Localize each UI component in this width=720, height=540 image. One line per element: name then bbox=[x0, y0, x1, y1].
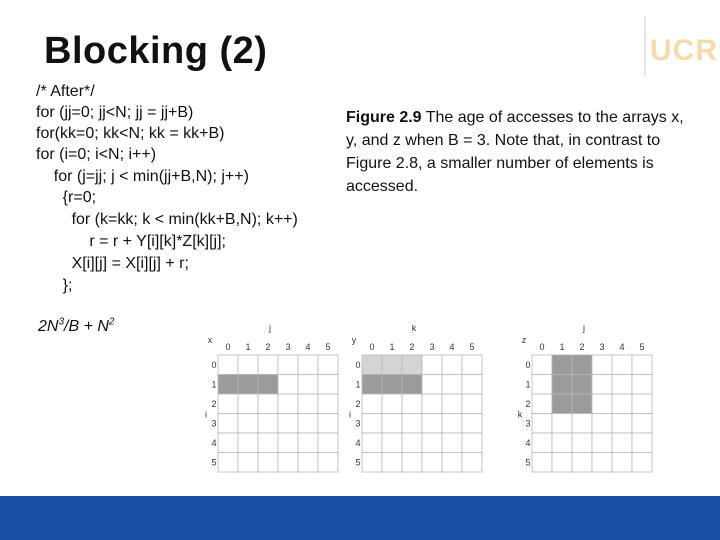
figure-label: Figure 2.9 bbox=[346, 109, 422, 126]
grid-cell bbox=[238, 414, 258, 434]
grid-cell bbox=[318, 394, 338, 414]
grid-cell bbox=[238, 433, 258, 453]
grid-cell bbox=[318, 375, 338, 395]
grid-cell bbox=[298, 375, 318, 395]
footer-bar bbox=[0, 496, 720, 540]
grid-col-tick: 5 bbox=[325, 342, 331, 352]
grid-cell bbox=[572, 433, 592, 453]
grid-cell bbox=[278, 394, 298, 414]
grid-row-tick: 2 bbox=[211, 398, 217, 409]
formula-exponent: 3 bbox=[58, 316, 65, 328]
grid-cell bbox=[402, 453, 422, 473]
grid-col-tick: 1 bbox=[245, 342, 251, 352]
grid-cell bbox=[218, 414, 238, 434]
grid-cell bbox=[612, 375, 632, 395]
grid-cell bbox=[442, 414, 462, 434]
grid-row-tick: 1 bbox=[211, 379, 217, 390]
grid-cell bbox=[442, 394, 462, 414]
slide-title: Blocking (2) bbox=[44, 30, 268, 72]
grid-cell bbox=[382, 355, 402, 375]
grid-cell bbox=[318, 414, 338, 434]
grid-cell bbox=[258, 433, 278, 453]
grid-cell bbox=[572, 375, 592, 395]
grid-cell bbox=[318, 355, 338, 375]
grid-cell bbox=[592, 394, 612, 414]
grid-cell bbox=[572, 394, 592, 414]
code-line: {r=0; bbox=[36, 189, 97, 206]
grid-col-tick: 5 bbox=[469, 342, 475, 352]
grid-array-label: z bbox=[521, 335, 527, 345]
grid-cell bbox=[612, 453, 632, 473]
grid-cell bbox=[422, 375, 442, 395]
grid-cell bbox=[402, 394, 422, 414]
grid-cell bbox=[402, 355, 422, 375]
grid-cell bbox=[552, 355, 572, 375]
code-line: for(kk=0; kk<N; kk = kk+B) bbox=[36, 125, 225, 142]
grid-cell bbox=[592, 414, 612, 434]
grid-cell bbox=[462, 375, 482, 395]
grid-cell bbox=[422, 453, 442, 473]
grid-cell bbox=[402, 433, 422, 453]
formula-exponent: 2 bbox=[108, 316, 115, 328]
grid-cell bbox=[592, 453, 612, 473]
grid-cell bbox=[238, 394, 258, 414]
grid-cell bbox=[218, 453, 238, 473]
grid-cell bbox=[298, 453, 318, 473]
grid-cell bbox=[442, 355, 462, 375]
grid-row-tick: 2 bbox=[525, 398, 531, 409]
grid-cell bbox=[238, 375, 258, 395]
grid-col-tick: 2 bbox=[579, 342, 585, 352]
grid-cell bbox=[532, 394, 552, 414]
grid-cell bbox=[552, 414, 572, 434]
grid-row-tick: 2 bbox=[355, 398, 361, 409]
grid-cell bbox=[362, 453, 382, 473]
grid-cell bbox=[552, 375, 572, 395]
grid-cell bbox=[442, 453, 462, 473]
code-line: r = r + Y[i][k]*Z[k][j]; bbox=[36, 233, 226, 250]
grid-cell bbox=[362, 433, 382, 453]
figure-text: The age of accesses to the arrays x, y, and z when B = 3. Note that, in contrast to Figure 2.8, a smaller number of elements is accessed. bbox=[346, 109, 684, 195]
grid-row-tick: 0 bbox=[355, 359, 361, 370]
grid-cell bbox=[632, 414, 652, 434]
grid-cell bbox=[612, 394, 632, 414]
grid-cell bbox=[462, 394, 482, 414]
grid-row-tick: 4 bbox=[525, 437, 531, 448]
grid-cell bbox=[592, 375, 612, 395]
grid-cell bbox=[462, 355, 482, 375]
grid-row-tick: 1 bbox=[525, 379, 531, 390]
code-line: X[i][j] = X[i][j] + r; bbox=[36, 255, 189, 272]
grid-cell bbox=[632, 394, 652, 414]
grid-col-tick: 4 bbox=[449, 342, 455, 352]
code-line: for (j=jj; j < min(jj+B,N); j++) bbox=[36, 168, 249, 185]
grid-col-tick: 0 bbox=[369, 342, 375, 352]
grid-cell bbox=[422, 355, 442, 375]
grid-cell bbox=[362, 394, 382, 414]
grid-cell bbox=[572, 355, 592, 375]
grid-row-index-label: i bbox=[349, 409, 351, 420]
grid-col-tick: 3 bbox=[285, 342, 291, 352]
grid-col-tick: 2 bbox=[265, 342, 271, 352]
grid-cell bbox=[298, 414, 318, 434]
ucr-logo: UCR bbox=[650, 34, 718, 67]
grid-row-tick: 3 bbox=[355, 418, 361, 429]
grid-col-index-label: j bbox=[269, 323, 271, 333]
grid-cell bbox=[442, 433, 462, 453]
grid-cell bbox=[318, 433, 338, 453]
grid-col-tick: 4 bbox=[619, 342, 625, 352]
grid-cell bbox=[632, 375, 652, 395]
grid-cell bbox=[238, 453, 258, 473]
grid-cell bbox=[592, 433, 612, 453]
grid-row-index-label: k bbox=[517, 409, 523, 420]
grid-cell bbox=[462, 433, 482, 453]
grid-cell bbox=[592, 355, 612, 375]
grid-cell bbox=[382, 375, 402, 395]
grid-cell bbox=[258, 394, 278, 414]
grid-cell bbox=[278, 414, 298, 434]
code-line: }; bbox=[36, 277, 73, 294]
grid-cell bbox=[422, 394, 442, 414]
grid-cell bbox=[552, 453, 572, 473]
grid-col-index-label: j bbox=[583, 323, 585, 333]
grid-cell bbox=[258, 375, 278, 395]
grid-cell bbox=[442, 375, 462, 395]
grid-cell bbox=[218, 394, 238, 414]
grid-cell bbox=[422, 433, 442, 453]
grid-col-tick: 1 bbox=[559, 342, 565, 352]
grid-array-label: y bbox=[351, 335, 357, 345]
grid-cell bbox=[532, 414, 552, 434]
grid-row-tick: 4 bbox=[355, 437, 361, 448]
grid-col-tick: 0 bbox=[225, 342, 231, 352]
grid-col-tick: 3 bbox=[429, 342, 435, 352]
grid-col-tick: 1 bbox=[389, 342, 395, 352]
grid-cell bbox=[422, 414, 442, 434]
grid-row-tick: 5 bbox=[355, 457, 361, 468]
grid-cell bbox=[632, 453, 652, 473]
grid-col-tick: 2 bbox=[409, 342, 415, 352]
grid-cell bbox=[572, 414, 592, 434]
grid-cell bbox=[298, 394, 318, 414]
code-line: for (k=kk; k < min(kk+B,N); k++) bbox=[36, 211, 298, 228]
grid-cell bbox=[462, 453, 482, 473]
grid-row-index-label: i bbox=[205, 409, 207, 420]
grid-cell bbox=[632, 433, 652, 453]
grid-cell bbox=[238, 355, 258, 375]
grid-cell bbox=[402, 414, 422, 434]
grid-cell bbox=[462, 414, 482, 434]
grid-row-tick: 3 bbox=[211, 418, 217, 429]
grid-row-tick: 5 bbox=[211, 457, 217, 468]
grid-cell bbox=[402, 375, 422, 395]
code-line: for (i=0; i<N; i++) bbox=[36, 146, 157, 163]
grid-row-tick: 0 bbox=[525, 359, 531, 370]
code-line: for (jj=0; jj<N; jj = jj+B) bbox=[36, 104, 194, 121]
grid-cell bbox=[532, 355, 552, 375]
grid-array-label: x bbox=[207, 335, 213, 345]
grid-row-tick: 3 bbox=[525, 418, 531, 429]
grid-row-tick: 0 bbox=[211, 359, 217, 370]
grid-cell bbox=[382, 453, 402, 473]
grid-cell bbox=[258, 414, 278, 434]
grid-col-tick: 0 bbox=[539, 342, 545, 352]
grid-cell bbox=[278, 355, 298, 375]
grid-cell bbox=[362, 375, 382, 395]
formula-term: 2N bbox=[38, 318, 59, 335]
grid-cell bbox=[218, 433, 238, 453]
grid-row-tick: 4 bbox=[211, 437, 217, 448]
grid-cell bbox=[362, 355, 382, 375]
grid-cell bbox=[218, 375, 238, 395]
grid-cell bbox=[532, 375, 552, 395]
grid-cell bbox=[552, 433, 572, 453]
grid-cell bbox=[298, 433, 318, 453]
grid-col-index-label: k bbox=[411, 323, 417, 333]
grid-cell bbox=[612, 414, 632, 434]
grid-cell bbox=[612, 355, 632, 375]
grid-row-tick: 1 bbox=[355, 379, 361, 390]
grid-cell bbox=[382, 394, 402, 414]
grid-col-tick: 4 bbox=[305, 342, 311, 352]
grid-row-tick: 5 bbox=[525, 457, 531, 468]
grid-cell bbox=[612, 433, 632, 453]
grid-cell bbox=[218, 355, 238, 375]
grid-cell bbox=[382, 414, 402, 434]
grid-cell bbox=[632, 355, 652, 375]
grid-cell bbox=[382, 433, 402, 453]
grid-col-tick: 3 bbox=[599, 342, 605, 352]
grid-cell bbox=[572, 453, 592, 473]
formula-term: /B + N bbox=[64, 318, 109, 335]
grid-cell bbox=[278, 433, 298, 453]
grid-cell bbox=[552, 394, 572, 414]
grid-cell bbox=[532, 433, 552, 453]
code-line: /* After*/ bbox=[36, 83, 95, 100]
grid-cell bbox=[318, 453, 338, 473]
grid-cell bbox=[258, 355, 278, 375]
grid-cell bbox=[278, 453, 298, 473]
grid-cell bbox=[278, 375, 298, 395]
grid-cell bbox=[532, 453, 552, 473]
grid-cell bbox=[258, 453, 278, 473]
grid-col-tick: 5 bbox=[639, 342, 645, 352]
grid-cell bbox=[362, 414, 382, 434]
grid-cell bbox=[298, 355, 318, 375]
